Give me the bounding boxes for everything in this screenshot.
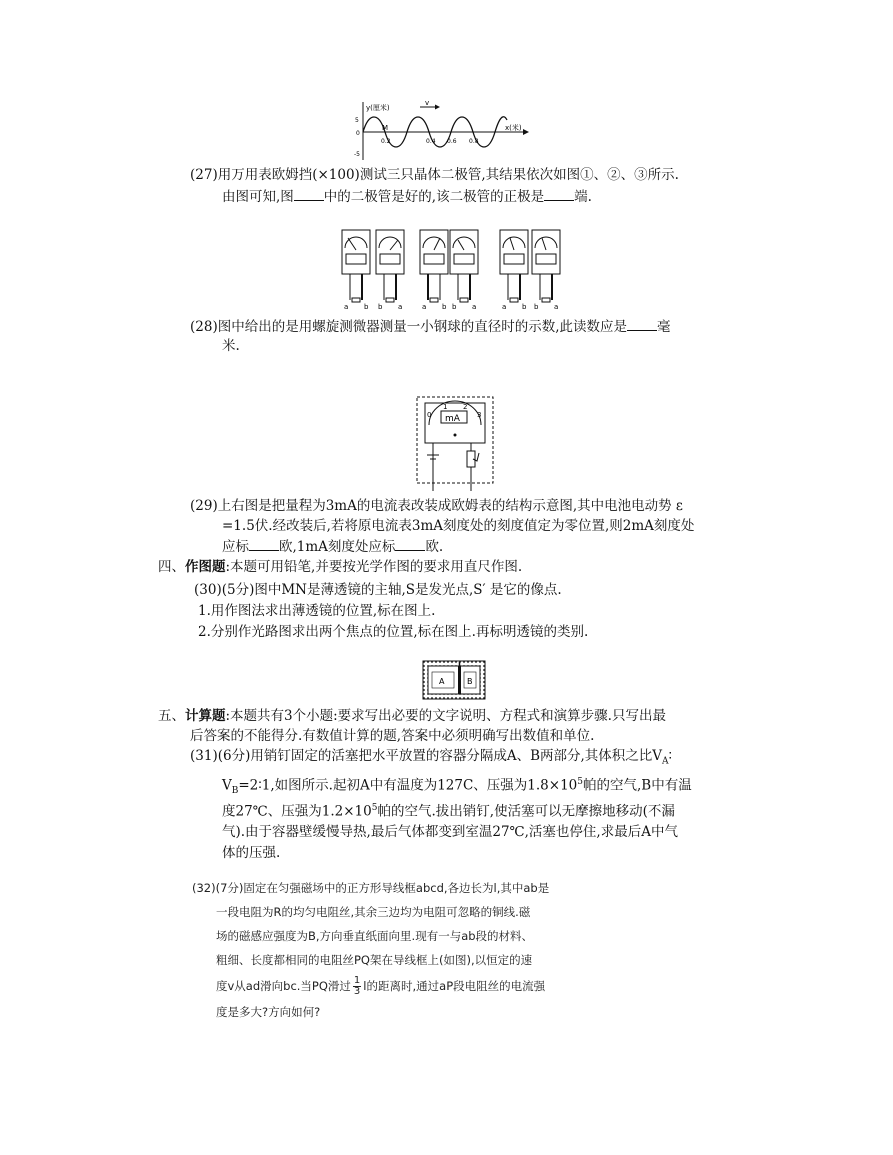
diode-terminal-label: b [378,303,383,311]
scale-label: 2 [463,403,468,411]
q32-line4: 粗细、长度都相同的电阻丝PQ架在导线框上(如图),以恒定的速 [216,953,533,967]
q32-line6: 度是多大?方向如何? [216,1005,321,1019]
diode-terminal-label: b [534,303,539,311]
fraction-one-third: $\frac{1}{3}$ [353,975,361,997]
multimeter-figure [338,228,568,312]
answer-blank[interactable] [294,186,324,201]
answer-blank[interactable] [544,186,574,201]
diode-terminal-label: b [442,303,447,311]
diode-terminal-label: b [452,303,457,311]
q30-line1: (30)(5分)图中MN是薄透镜的主轴,S是发光点,S′ 是它的像点. [194,582,562,598]
diode-terminal-label: b [522,303,527,311]
q28-line1: (28)图中给出的是用螺旋测微器测量一小钢球的直径时的示数,此读数应是 毫 [190,316,671,337]
q29-line1: (29)上右图是把量程为3mA的电流表改装成欧姆表的结构示意图,其中电池电动势 ε [190,498,683,514]
q32-line1: (32)(7分)固定在匀强磁场中的正方形导线框abcd,各边长为l,其中ab是 [192,881,550,895]
q29-line2: =1.5伏.经改装后,若将原电流表3mA刻度处的刻度值定为零位置,则2mA刻度处 [222,518,695,534]
wave-x-label: x(米) [505,124,522,132]
wave-m-label: M [382,124,389,132]
q30-line2: 1.用作图法求出薄透镜的位置,标在图上. [198,603,436,619]
scale-label: 1 [443,403,448,411]
answer-blank[interactable] [627,316,657,331]
q31-line3: 度27℃、压强为$1.2\times 10^5$帕的空气.拔出销钉,使活塞可以无摩擦地移动(不漏 [222,803,675,820]
wave-x-tick: 0.2 [381,138,391,145]
q32-line2: 一段电阻为R的均匀电阻丝,其余三边均为电阻可忽略的铜线.磁 [216,905,531,919]
q32-line5: 度v从ad滑向bc.当PQ滑过 $\frac{1}{3}$ l的距离时,通过aP段电阻丝的电流强 [216,975,546,997]
section4-heading: 四、作图题:本题可用铅笔,并要按光学作图的要求用直尺作图. [158,559,523,575]
ohmmeter-figure [415,395,495,493]
wave-x-tick: 0.4 [426,138,436,145]
diode-terminal-label: a [422,303,427,311]
wave-x-tick: 0.6 [447,138,457,145]
diode-terminal-label: a [472,303,477,311]
answer-blank[interactable] [249,536,279,551]
q31-line2: $V_B=2∶1$,如图所示.起初A中有温度为127C、压强为$1.8\times 10^5$帕的空气,B中有温 [222,777,692,797]
q29-line3: 应标 欧,1mA刻度处应标 欧. [222,536,443,557]
chamber-a-label: A [439,677,445,686]
wave-x-tick: 0.8 [469,138,479,145]
q28-line2: 米. [222,338,240,354]
meter-pair-1 [342,230,404,302]
meter-pair-2 [420,230,478,302]
wave-v-label: v [425,99,430,107]
wave-y-label: y(厘米) [366,104,390,112]
diode-terminal-label: a [344,303,349,311]
q31-line4: 气).由于容器壁缓慢导热,最后气体都变到室温27℃,活塞也停住,求最后A中气 [222,824,678,840]
section5-line2: 后答案的不能得分.有数值计算的题,答案中必须明确写出数值和单位. [190,728,595,744]
q27-line2: 由图可知,图 中的二极管是好的,该二极管的正极是 端. [222,186,592,207]
wave-y-tick: -5 [354,151,360,158]
container-figure [422,660,486,700]
answer-blank[interactable] [395,536,425,551]
scale-label: 3 [477,411,482,419]
q27-line1: (27)用万用表欧姆挡(×100)测试三只晶体二极管,其结果依次如图①、②、③所示. [190,167,679,183]
q31-line1: (31)(6分)用销钉固定的活塞把水平放置的容器分隔成A、B两部分,其体积之比$V_A∶$ [190,748,673,767]
q31-line5: 体的压强. [222,845,281,861]
diode-terminal-label: a [502,303,507,311]
meter-pair-3 [500,230,560,302]
diode-terminal-label: a [398,303,403,311]
diode-terminal-label: b [364,303,369,311]
q32-line3: 场的磁感应强度为B,方向垂直纸面向里.现有一与ab段的材料、 [216,929,534,943]
section5-heading: 五、计算题:本题共有3个小题:要求写出必要的文字说明、方程式和演算步骤.只写出最 [158,708,666,724]
meter-unit: mA [445,414,460,424]
wave-figure [355,100,530,162]
q30-line3: 2.分别作光路图求出两个焦点的位置,标在图上.再标明透镜的类别. [198,624,589,640]
diode-terminal-label: a [554,303,559,311]
wave-y-tick: 0 [356,130,360,137]
wave-y-tick: 5 [355,117,359,124]
chamber-b-label: B [467,677,473,686]
scale-label: 0 [427,411,432,419]
